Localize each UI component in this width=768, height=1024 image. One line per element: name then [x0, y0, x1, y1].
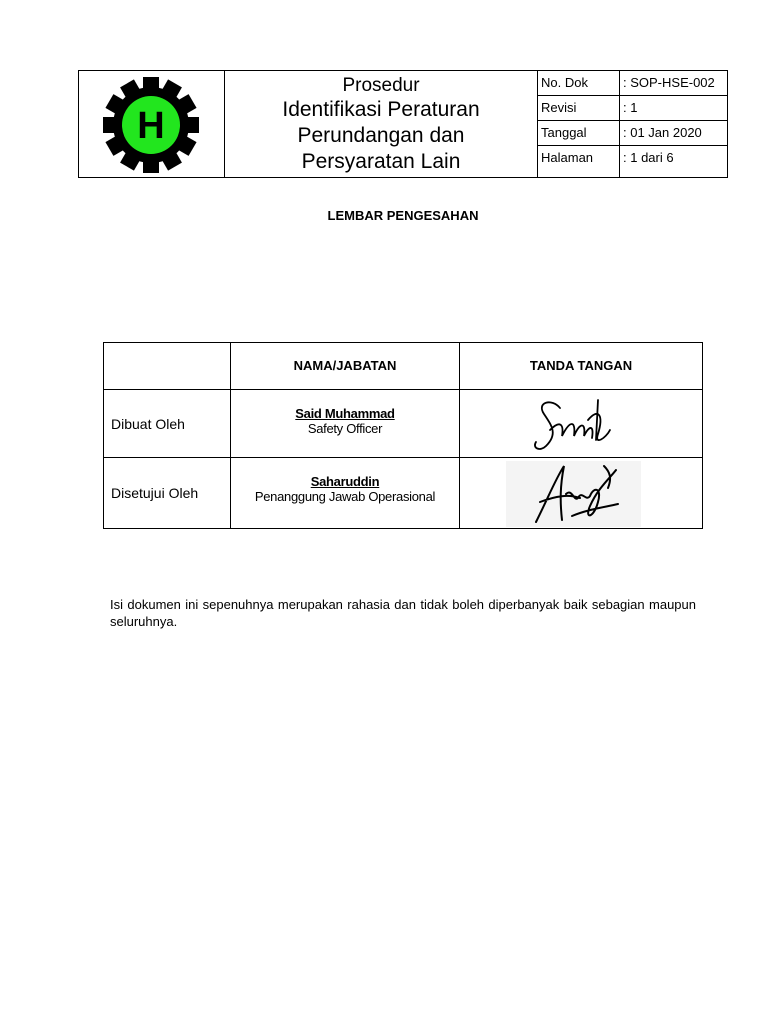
role-label: Dibuat Oleh — [104, 390, 231, 457]
meta-row-halaman — [538, 146, 727, 177]
approval-table — [103, 342, 703, 529]
person-name: Said Muhammad — [295, 406, 395, 421]
document-header — [78, 70, 728, 178]
meta-label: Revisi — [538, 96, 620, 120]
signature-cell — [460, 390, 702, 457]
document-title-line: Persyaratan Lain — [301, 150, 461, 173]
person-cell — [231, 458, 460, 528]
logo-cell — [79, 71, 225, 177]
signature-icon — [460, 458, 702, 528]
document-title-line: Identifikasi Peraturan — [282, 98, 480, 121]
person-cell — [231, 390, 460, 457]
confidentiality-note: Isi dokumen ini sepenuhnya merupakan rahasia dan tidak boleh diperbanyak baik sebagian maupun seluruhnya. — [110, 597, 696, 629]
signature-icon — [460, 390, 702, 458]
person-name: Saharuddin — [310, 474, 380, 489]
meta-row-no-dok — [538, 71, 727, 96]
approval-row-created — [104, 390, 702, 458]
approval-header-row — [104, 343, 702, 390]
meta-value: : 1 dari 6 — [623, 150, 674, 165]
document-type: Prosedur — [342, 75, 420, 96]
document-title-line: Perundangan dan — [297, 124, 465, 147]
column-header-name: NAMA/JABATAN — [231, 343, 460, 389]
column-header-signature: TANDA TANGAN — [529, 358, 633, 373]
header-empty-cell — [104, 343, 231, 389]
person-title: Safety Officer — [307, 421, 383, 436]
meta-row-revisi — [538, 96, 727, 121]
person-title: Penanggung Jawab Operasional — [254, 489, 436, 504]
signature-cell — [460, 458, 702, 528]
section-title: LEMBAR PENGESAHAN — [327, 208, 479, 223]
approval-row-approved — [104, 458, 702, 528]
meta-label: No. Dok — [538, 71, 620, 95]
meta-value: : 01 Jan 2020 — [623, 125, 702, 140]
company-logo-gear-icon — [99, 73, 203, 177]
meta-row-tanggal — [538, 121, 727, 146]
meta-label: Tanggal — [538, 121, 620, 145]
meta-value: : SOP-HSE-002 — [623, 75, 715, 90]
role-label: Disetujui Oleh — [104, 458, 231, 528]
title-cell — [225, 71, 538, 177]
document-meta — [538, 71, 727, 177]
meta-label: Halaman — [538, 146, 620, 177]
logo-letter: H — [137, 105, 165, 147]
document-title — [225, 97, 537, 175]
meta-value: : 1 — [623, 100, 638, 115]
